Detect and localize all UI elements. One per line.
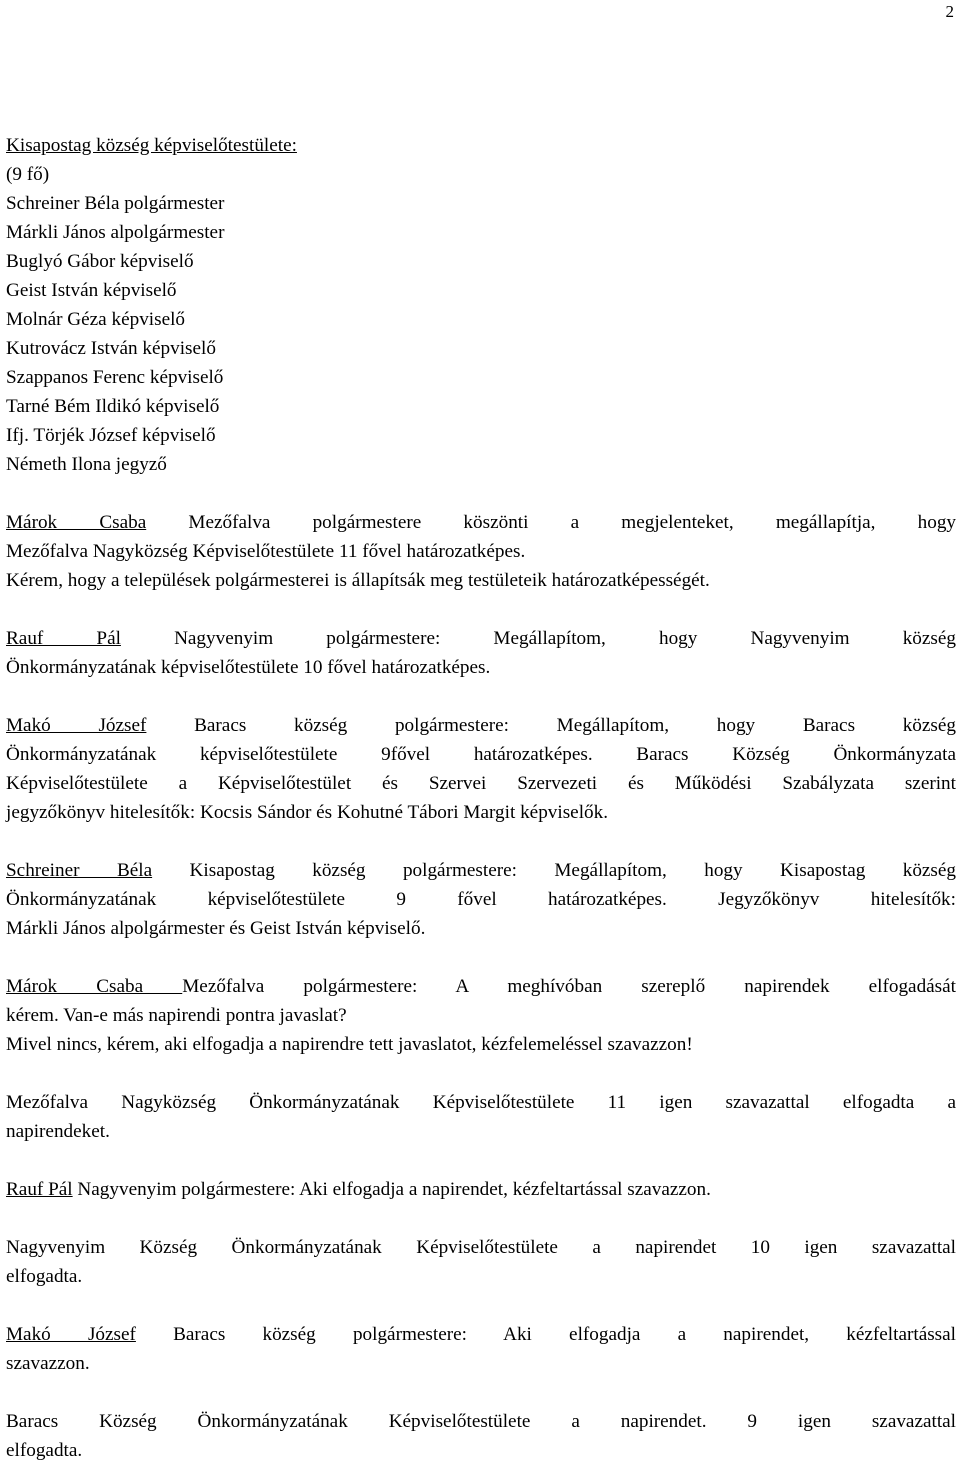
page-number: 2 <box>945 2 954 21</box>
paragraph-mako-vote-call <box>6 1320 956 1378</box>
paragraph-schreiner-quorum <box>6 856 956 943</box>
paragraph-text: Baracs Község Önkormányzatának Képviselőtestülete a napirendet. 9 igen szavazattal <box>6 1411 956 1432</box>
paragraph-text: napirendeket. <box>6 1121 110 1142</box>
speaker-name: Schreiner Béla <box>6 860 153 881</box>
member-item: Buglyó Gábor képviselő <box>6 251 194 272</box>
speaker-name: Rauf Pál <box>6 628 121 649</box>
member-list <box>6 189 956 479</box>
member-item: Tarné Bém Ildikó képviselő <box>6 396 220 417</box>
paragraph-rauf-vote-call <box>6 1175 956 1204</box>
speaker-name: Márok Csaba <box>6 512 147 533</box>
paragraph-text: Mezőfalva polgármestere: A meghívóban szereplő napirendek elfogadását <box>182 976 956 997</box>
member-item: Ifj. Törjék József képviselő <box>6 425 216 446</box>
paragraph-text: jegyzőkönyv hitelesítők: Kocsis Sándor és Kohutné Tábori Margit képviselők. <box>6 802 609 823</box>
paragraph-mezofalva-vote <box>6 1088 956 1146</box>
paragraph-nagyvenyim-vote <box>6 1233 956 1291</box>
member-item: Kutrovácz István képviselő <box>6 338 216 359</box>
speaker-name: Márok Csaba <box>6 976 183 997</box>
section-title: Kisapostag község képviselőtestülete: <box>6 135 297 156</box>
paragraph-text: Baracs község polgármestere: Megállapítom, hogy Baracs község <box>194 715 956 736</box>
paragraph-text: elfogadta. <box>6 1266 83 1287</box>
paragraph-text: Nagyvenyim polgármestere: Megállapítom, hogy Nagyvenyim község <box>174 628 956 649</box>
member-count: (9 fő) <box>6 164 50 185</box>
paragraph-text: kérem. Van-e más napirendi pontra javaslat? <box>6 1005 347 1026</box>
paragraph-text: Kérem, hogy a települések polgármesterei is állapítsák meg testületeik határozatképességét. <box>6 570 710 591</box>
paragraph-text: Önkormányzatának képviselőtestülete 10 fővel határozatképes. <box>6 657 491 678</box>
paragraph-text: Mezőfalva Nagyközség Önkormányzatának Képviselőtestülete 11 igen szavazattal elfogadta a <box>6 1092 956 1113</box>
paragraph-text: Baracs község polgármestere: Aki elfogadja a napirendet, kézfeltartással <box>173 1324 956 1345</box>
paragraph-text: elfogadta. <box>6 1440 83 1461</box>
member-item: Márkli János alpolgármester <box>6 222 225 243</box>
member-item: Németh Ilona jegyző <box>6 454 167 475</box>
paragraph-mako-quorum <box>6 711 956 827</box>
paragraph-text: Képviselőtestülete a Képviselőtestület és Szervei Szervezeti és Működési Szabályzata szerint <box>6 773 956 794</box>
paragraph-text: Mezőfalva Nagyközség Képviselőtestülete 11 fővel határozatképes. <box>6 541 526 562</box>
paragraph-marok-agenda <box>6 972 956 1059</box>
paragraph-text: Önkormányzatának képviselőtestülete 9 fővel határozatképes. Jegyzőkönyv hitelesítők: <box>6 889 956 910</box>
paragraph-text: Kisapostag község polgármestere: Megállapítom, hogy Kisapostag község <box>189 860 957 881</box>
speaker-name: Makó József <box>6 1324 136 1345</box>
speaker-name: Rauf Pál <box>6 1179 73 1200</box>
paragraph-text: szavazzon. <box>6 1353 90 1374</box>
paragraph-text: Önkormányzatának képviselőtestülete 9fővel határozatképes. Baracs Község Önkormányzata <box>6 744 956 765</box>
paragraph-text: Nagyvenyim Község Önkormányzatának Képviselőtestülete a napirendet 10 igen szavazattal <box>6 1237 956 1258</box>
member-item: Molnár Géza képviselő <box>6 309 186 330</box>
paragraph-text: Mezőfalva polgármestere köszönti a megjelenteket, megállapítja, hogy <box>188 512 957 533</box>
member-item: Schreiner Béla polgármester <box>6 193 225 214</box>
paragraph-baracs-vote <box>6 1407 956 1465</box>
document-body <box>6 131 956 1465</box>
speaker-name: Makó József <box>6 715 147 736</box>
member-item: Geist István képviselő <box>6 280 177 301</box>
paragraph-text: Nagyvenyim polgármestere: Aki elfogadja a napirendet, kézfeltartással szavazzon. <box>77 1179 711 1200</box>
paragraph-text: Mivel nincs, kérem, aki elfogadja a napirendre tett javaslatot, kézfelemeléssel szavazzon! <box>6 1034 693 1055</box>
member-item: Szappanos Ferenc képviselő <box>6 367 224 388</box>
paragraph-text: Márkli János alpolgármester és Geist István képviselő. <box>6 918 426 939</box>
paragraph-marok-opening <box>6 508 956 595</box>
paragraph-rauf-quorum <box>6 624 956 682</box>
